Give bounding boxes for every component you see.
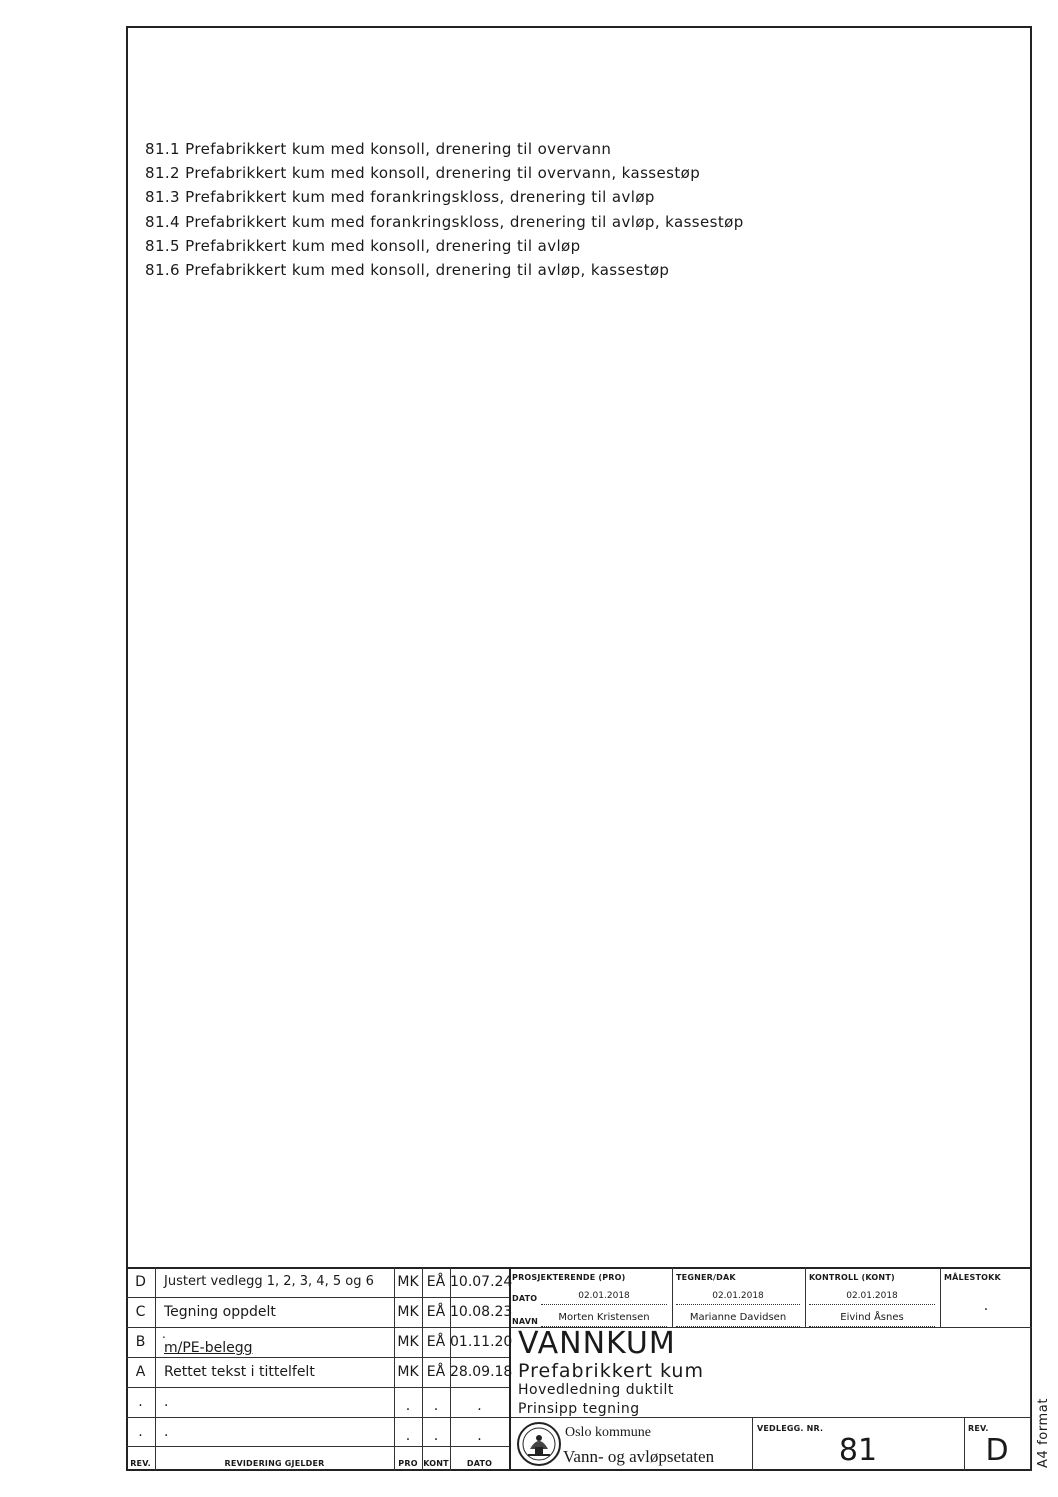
rev-dato: 10.08.23 xyxy=(450,1304,513,1320)
rev-text: Rettet tekst i tittelfelt xyxy=(164,1364,315,1380)
rev-dato: 28.09.18 xyxy=(450,1364,513,1380)
rev-mark: . xyxy=(162,1327,166,1341)
rev-text: m/PE-belegg xyxy=(164,1340,253,1356)
drawing-title: VANNKUM xyxy=(518,1326,676,1361)
tegner-dato: 02.01.2018 xyxy=(676,1288,800,1305)
header-pro: PRO xyxy=(398,1459,418,1468)
kontroll-label: KONTROLL (KONT) xyxy=(809,1273,895,1282)
malestokk-label: MÅLESTOKK xyxy=(944,1273,1001,1282)
rev-pro: MK xyxy=(397,1304,419,1320)
rev-letter: B xyxy=(135,1334,146,1350)
rev-pro: . xyxy=(405,1398,411,1414)
list-item: 81.2 Prefabrikkert kum med konsoll, drenering til overvann, kassestøp xyxy=(145,164,701,183)
list-item: 81.1 Prefabrikkert kum med konsoll, drenering til overvann xyxy=(145,140,612,158)
pro-navn: Morten Kristensen xyxy=(541,1310,667,1327)
rev-letter: . xyxy=(138,1424,143,1440)
rev-kont: . xyxy=(433,1428,439,1444)
rev-letter: A xyxy=(135,1364,146,1380)
rev-text: Tegning oppdelt xyxy=(164,1304,276,1320)
rev-kont: EÅ xyxy=(426,1334,446,1350)
paper-format: A4 format xyxy=(1036,1397,1051,1468)
rev-text: . xyxy=(164,1424,169,1440)
rev-dato: 01.11.20 xyxy=(450,1334,513,1350)
tegner-label: TEGNER/DAK xyxy=(676,1273,736,1282)
rev-text: . xyxy=(164,1394,169,1410)
kontroll-dato: 02.01.2018 xyxy=(809,1288,935,1305)
rev-label: REV. xyxy=(968,1424,989,1433)
rev-letter: . xyxy=(138,1394,143,1410)
pro-dato: 02.01.2018 xyxy=(541,1288,667,1305)
drawing-desc-2: Prinsipp tegning xyxy=(518,1401,640,1417)
rev-dato: . xyxy=(477,1428,482,1444)
rev-pro: MK xyxy=(397,1364,419,1380)
rev-kont: EÅ xyxy=(426,1304,446,1320)
list-item: 81.3 Prefabrikkert kum med forankringskloss, drenering til avløp xyxy=(145,188,655,207)
drawing-desc-1: Hovedledning duktilt xyxy=(518,1382,674,1398)
drawing-subtitle: Prefabrikkert kum xyxy=(518,1360,704,1382)
header-rev: REV. xyxy=(130,1459,151,1468)
attachment-list xyxy=(145,137,744,282)
vedlegg-number: 81 xyxy=(838,1433,878,1468)
oslo-seal-icon xyxy=(516,1419,562,1469)
rev-dato: . xyxy=(477,1398,482,1414)
rev-dato: 10.07.24 xyxy=(450,1274,513,1290)
prosjekterende-label: PROSJEKTERENDE (PRO) xyxy=(512,1273,626,1282)
tegner-navn: Marianne Davidsen xyxy=(676,1310,800,1327)
rev-value: D xyxy=(985,1433,1009,1468)
rev-text: Justert vedlegg 1, 2, 3, 4, 5 og 6 xyxy=(164,1274,374,1289)
rev-pro: MK xyxy=(397,1334,419,1350)
rev-kont: EÅ xyxy=(426,1274,446,1290)
header-gjelder: REVIDERING GJELDER xyxy=(224,1459,325,1468)
vedlegg-label: VEDLEGG. NR. xyxy=(757,1424,824,1433)
header-kont: KONT xyxy=(423,1459,449,1468)
list-item: 81.5 Prefabrikkert kum med konsoll, drenering til avløp xyxy=(145,236,581,255)
rev-letter: D xyxy=(135,1274,146,1290)
org-name: Oslo kommune xyxy=(565,1425,651,1440)
malestokk-value: . xyxy=(983,1298,989,1314)
list-item: 81.4 Prefabrikkert kum med forankringskloss, drenering til avløp, kassestøp xyxy=(145,212,744,231)
org-department: Vann- og avløpsetaten xyxy=(563,1447,715,1466)
rev-pro: MK xyxy=(397,1274,419,1290)
rev-pro: . xyxy=(405,1428,411,1444)
kontroll-navn: Eivind Åsnes xyxy=(809,1310,935,1327)
dato-label: DATO xyxy=(512,1294,538,1303)
rev-kont: EÅ xyxy=(426,1364,446,1380)
rev-kont: . xyxy=(433,1398,439,1414)
header-dato: DATO xyxy=(466,1459,493,1468)
navn-label: NAVN xyxy=(512,1317,539,1326)
list-item: 81.6 Prefabrikkert kum med konsoll, drenering til avløp, kassestøp xyxy=(145,261,670,280)
rev-letter: C xyxy=(135,1304,146,1320)
